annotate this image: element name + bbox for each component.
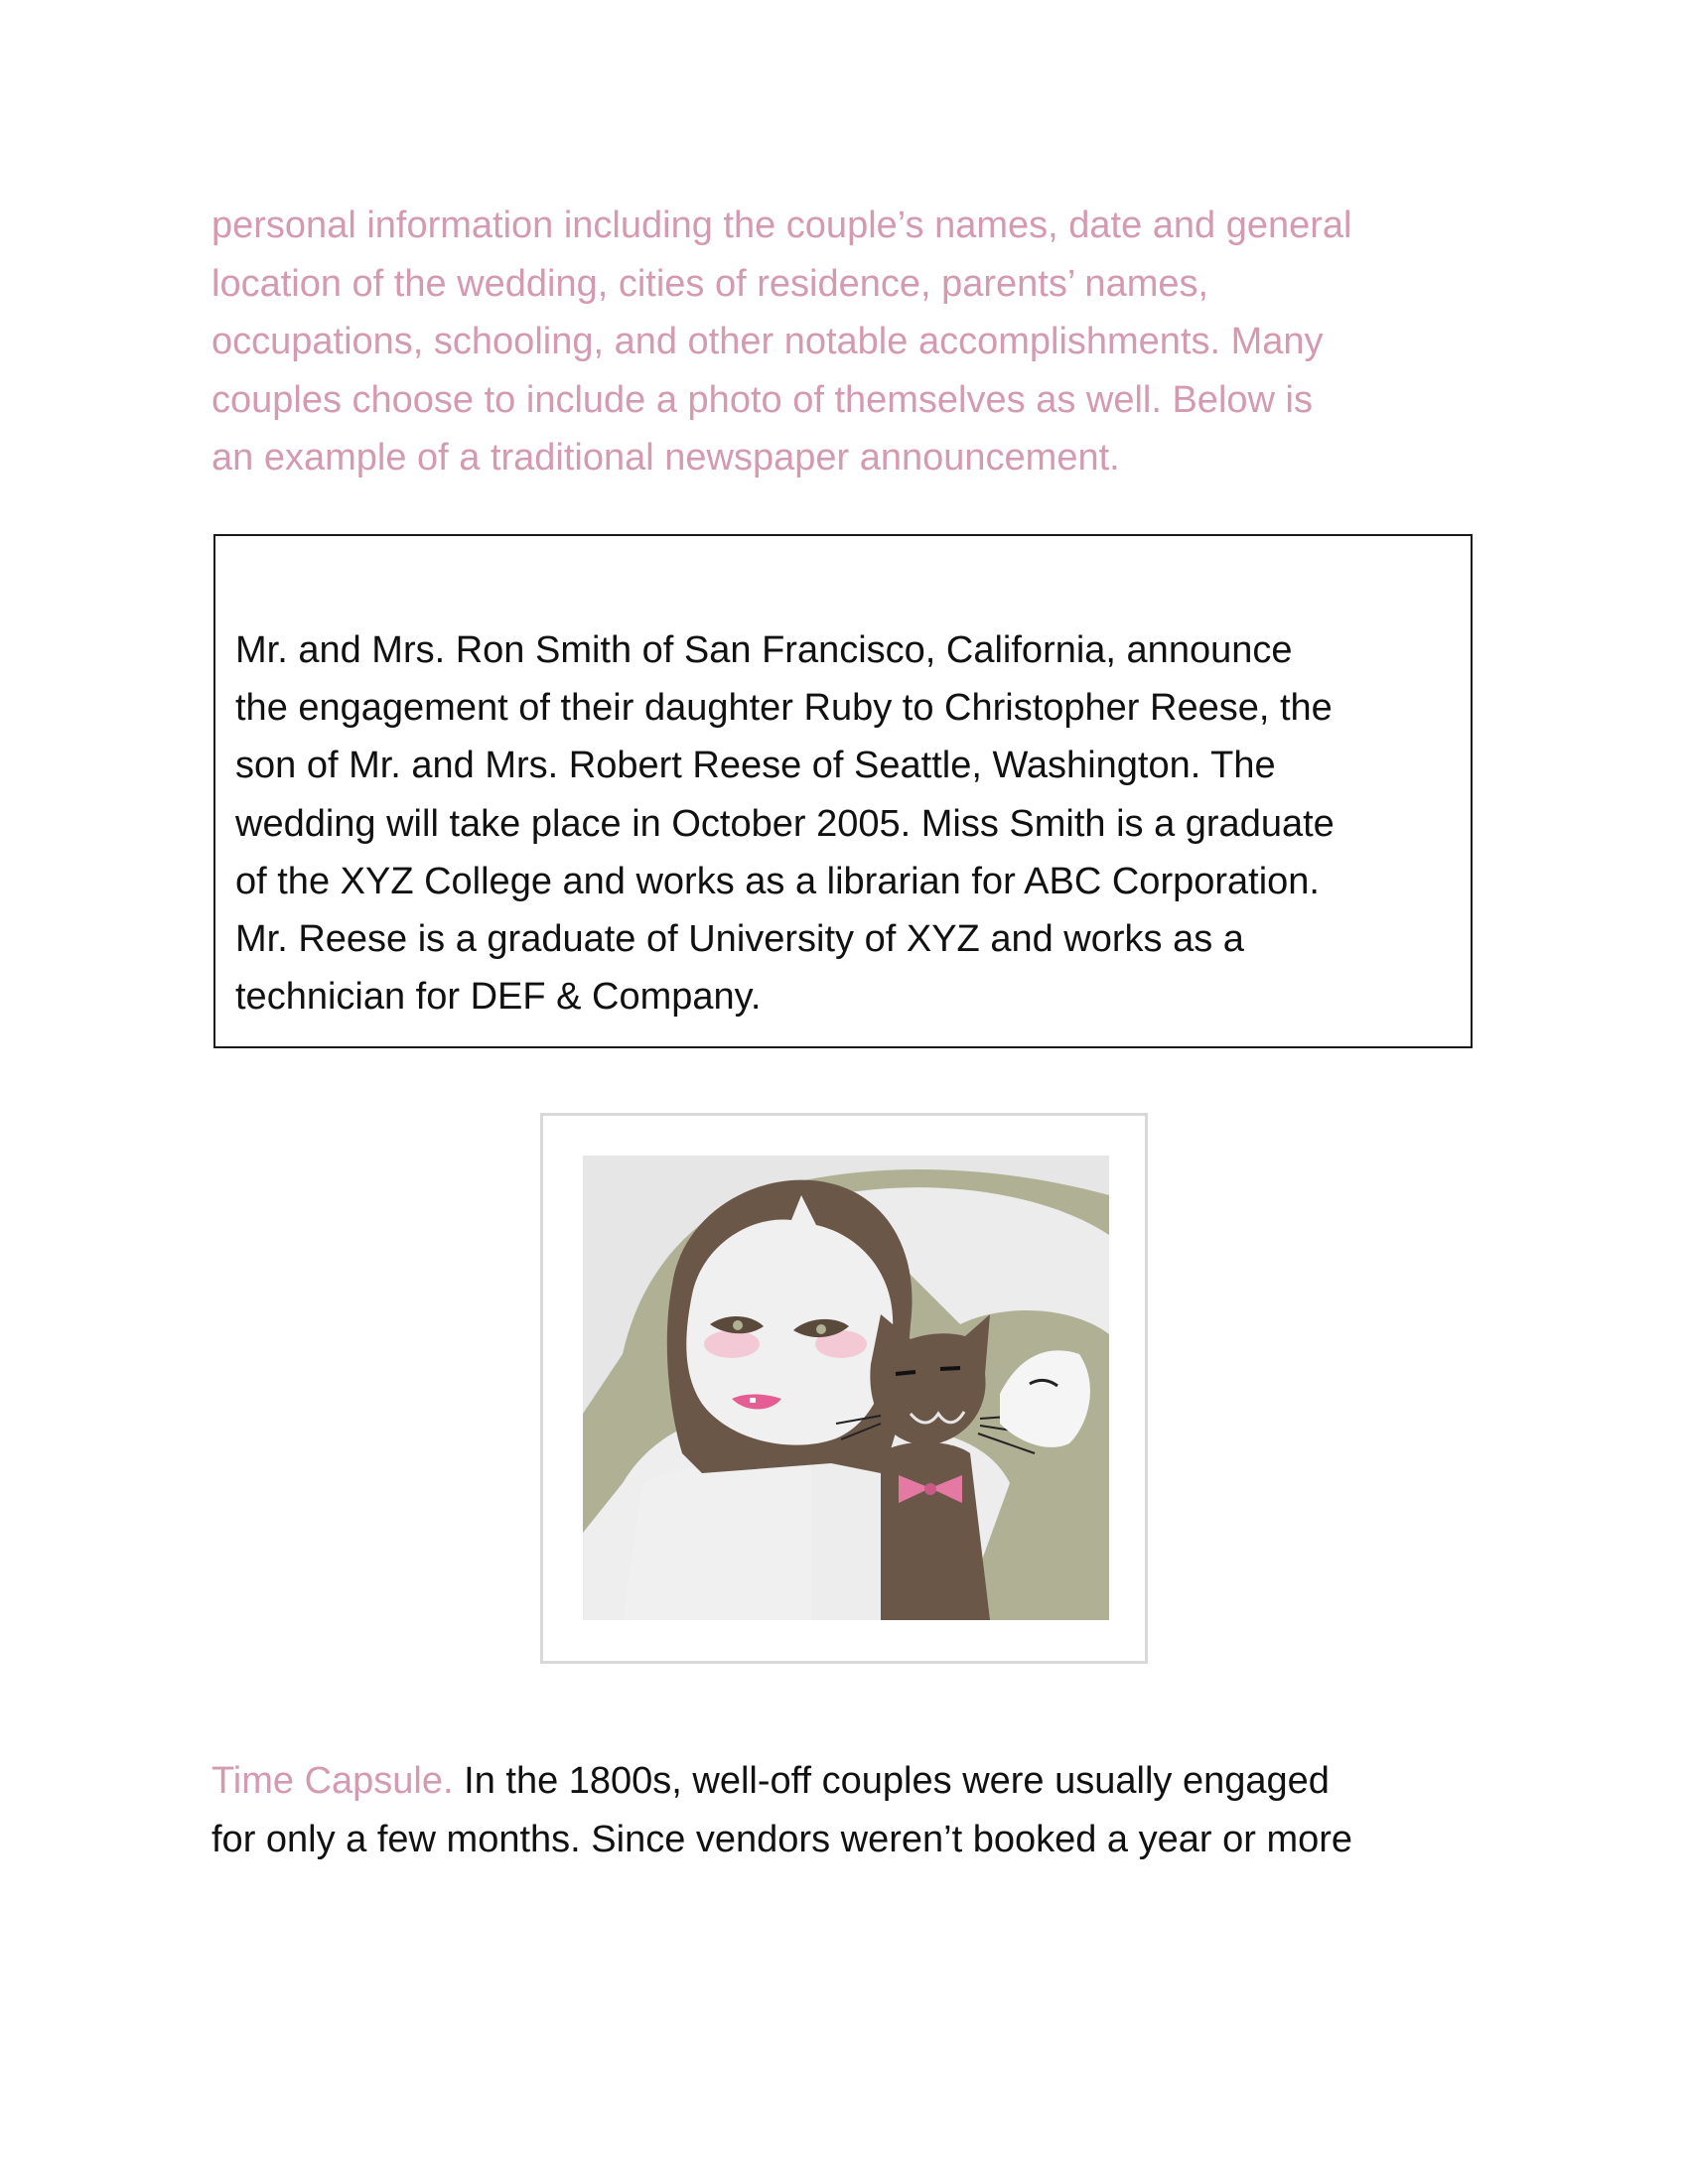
announcement-text	[235, 621, 1457, 1025]
cheek-shape	[704, 1330, 760, 1358]
tip-line	[211, 1752, 1492, 1811]
bow-tie	[924, 1483, 936, 1495]
announcement-line: Mr. and Mrs. Ron Smith of San Francisco, California, announce	[235, 629, 1293, 671]
announcement-line: son of Mr. and Mrs. Robert Reese of Seattle, Washington. The	[235, 745, 1276, 787]
illustration-art	[583, 1156, 1109, 1620]
intro-line: personal information including the couple’s names, date and general	[211, 205, 1352, 246]
time-capsule-paragraph	[211, 1752, 1492, 1868]
announcement-line: the engagement of their daughter Ruby to Christopher Reese, the	[235, 687, 1333, 730]
tip-text: In the 1800s, well-off couples were usually engaged	[453, 1760, 1330, 1802]
intro-line: couples choose to include a photo of themselves as well. Below is	[211, 378, 1313, 421]
announcement-line: Mr. Reese is a graduate of University of XYZ and works as a	[235, 918, 1244, 961]
bride-and-cat-illustration	[540, 1113, 1148, 1664]
intro-line: an example of a traditional newspaper announcement.	[211, 437, 1120, 478]
announcement-example-box	[213, 534, 1473, 1048]
lips-shape	[750, 1398, 756, 1403]
intro-line: occupations, schooling, and other notable accomplishments. Many	[211, 321, 1324, 362]
time-capsule-heading: Time Capsule.	[211, 1760, 454, 1802]
intro-paragraph	[211, 197, 1492, 487]
announcement-line: technician for DEF & Company.	[235, 976, 762, 1019]
announcement-line: of the XYZ College and works as a librarian for ABC Corporation.	[235, 860, 1320, 902]
tip-line: for only a few months. Since vendors weren’t booked a year or more	[211, 1818, 1353, 1860]
eye-shape	[733, 1320, 743, 1330]
cat-face-line	[896, 1372, 915, 1374]
eye-shape	[816, 1324, 826, 1334]
announcement-line: wedding will take place in October 2005. Miss Smith is a graduate	[235, 802, 1335, 845]
intro-line: location of the wedding, cities of residence, parents’ names,	[211, 262, 1209, 305]
cat-face-line	[940, 1368, 960, 1369]
